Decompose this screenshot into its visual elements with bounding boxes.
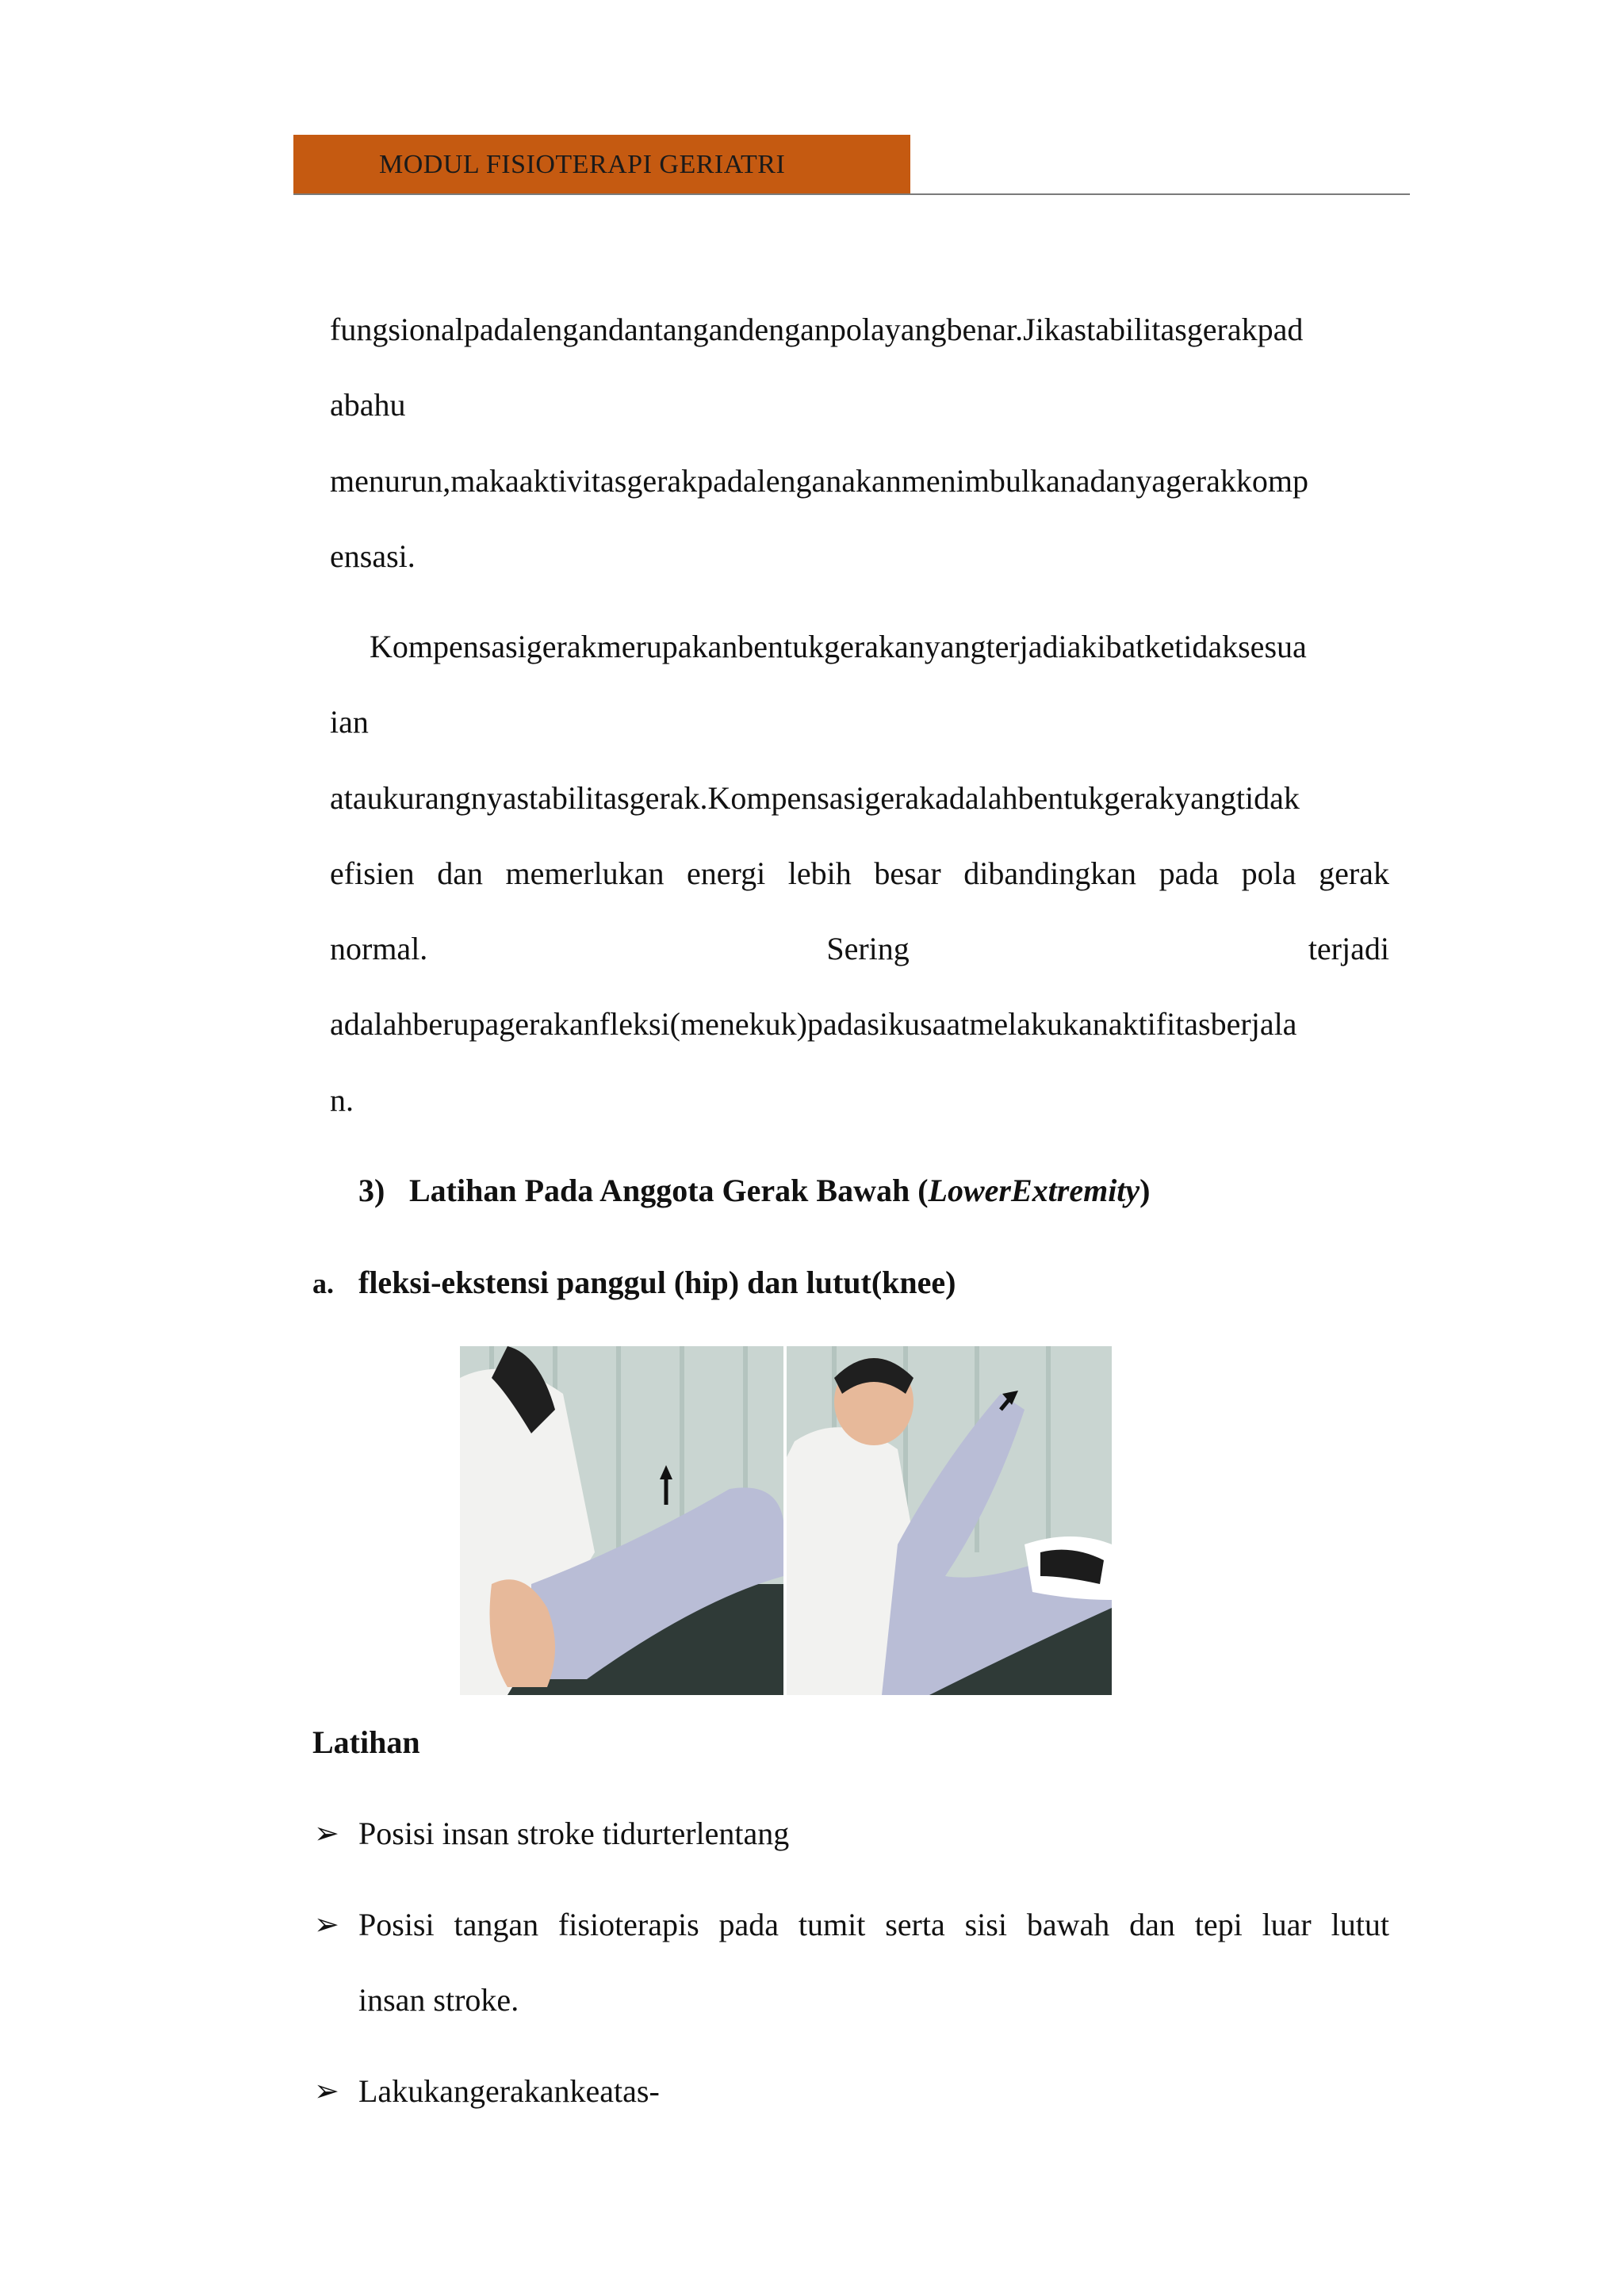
paragraph1-line1: fungsionalpadalengandantangandenganpolayangbenar.Jikastabilitasgerakpad: [330, 312, 1304, 347]
word: terjadi: [1308, 931, 1389, 966]
header-title: MODUL FISIOTERAPI GERIATRI: [379, 150, 786, 179]
word: dan: [437, 855, 483, 891]
paragraph1-line2: abahu: [330, 387, 406, 423]
section3-heading: [358, 1172, 1151, 1210]
word: lebih: [787, 855, 852, 891]
latihan-item3: Lakukangerakankeatas-: [358, 2073, 660, 2109]
word: tumit: [798, 1907, 866, 1942]
paragraph2-line3: ataukurangnyastabilitasgerak.Kompensasigerakadalahbentukgerakyangtidak: [330, 780, 1300, 816]
word: energi: [687, 855, 766, 891]
word: sisi: [964, 1907, 1007, 1942]
exercise-photo-right: [787, 1346, 1112, 1695]
latihan-heading: Latihan: [312, 1724, 420, 1760]
word: besar: [874, 855, 941, 891]
paragraph2-line7: n.: [330, 1082, 354, 1118]
word: tepi: [1194, 1907, 1243, 1942]
exercise-photo-right-image: [787, 1346, 1112, 1695]
word: dan: [1129, 1907, 1175, 1942]
section3-number: 3): [358, 1173, 385, 1208]
section3-title-prefix: Latihan Pada Anggota Gerak Bawah (: [409, 1173, 929, 1208]
word: gerak: [1319, 855, 1389, 891]
word: memerlukan: [505, 855, 665, 891]
latihan-item2-line2: insan stroke.: [358, 1982, 519, 2018]
subsection-a-label: a.: [312, 1268, 334, 1299]
word: bawah: [1026, 1907, 1110, 1942]
paragraph1-line3: menurun,makaaktivitasgerakpadalenganakanmenimbulkanadanyagerakkomp: [330, 463, 1308, 499]
bullet-arrow-icon: ➢: [314, 1908, 339, 1942]
word: efisien: [330, 855, 415, 891]
section3-title-italic: LowerExtremity: [928, 1173, 1140, 1208]
word: serta: [885, 1907, 945, 1942]
word: tangan: [454, 1907, 539, 1942]
latihan-item2-line1: [358, 1906, 1389, 1944]
exercise-photo-left-image: [460, 1346, 783, 1695]
latihan-item1: Posisi insan stroke tidurterlentang: [358, 1816, 790, 1851]
word: Posisi: [358, 1907, 435, 1942]
paragraph2-line5: [330, 930, 1389, 968]
word: fisioterapis: [557, 1907, 699, 1942]
bullet-arrow-icon: ➢: [314, 2075, 339, 2108]
bullet-arrow-icon: ➢: [314, 1817, 339, 1850]
paragraph2-line4: [330, 855, 1389, 893]
paragraph2-line1: Kompensasigerakmerupakanbentukgerakanyangterjadiakibatketidaksesua: [370, 629, 1307, 664]
word: pola: [1241, 855, 1297, 891]
header-rule: [293, 193, 1410, 195]
subsection-a-title: fleksi-ekstensi panggul (hip) dan lutut(knee): [358, 1265, 956, 1300]
paragraph2-line6: adalahberupagerakanfleksi(menekuk)padasikusaatmelakukanaktifitasberjala: [330, 1006, 1297, 1042]
word: luar: [1262, 1907, 1312, 1942]
header-banner: [293, 135, 910, 195]
word: pada: [718, 1907, 779, 1942]
word: Sering: [826, 931, 910, 966]
word: normal.: [330, 931, 428, 966]
paragraph2-line2: ian: [330, 704, 369, 740]
exercise-photo-left: [460, 1346, 783, 1695]
section3-title-suffix: ): [1139, 1173, 1151, 1208]
subsection-a-heading: [312, 1264, 956, 1303]
word: lutut: [1331, 1907, 1389, 1942]
word: pada: [1159, 855, 1220, 891]
word: dibandingkan: [963, 855, 1137, 891]
paragraph1-line4: ensasi.: [330, 538, 416, 574]
